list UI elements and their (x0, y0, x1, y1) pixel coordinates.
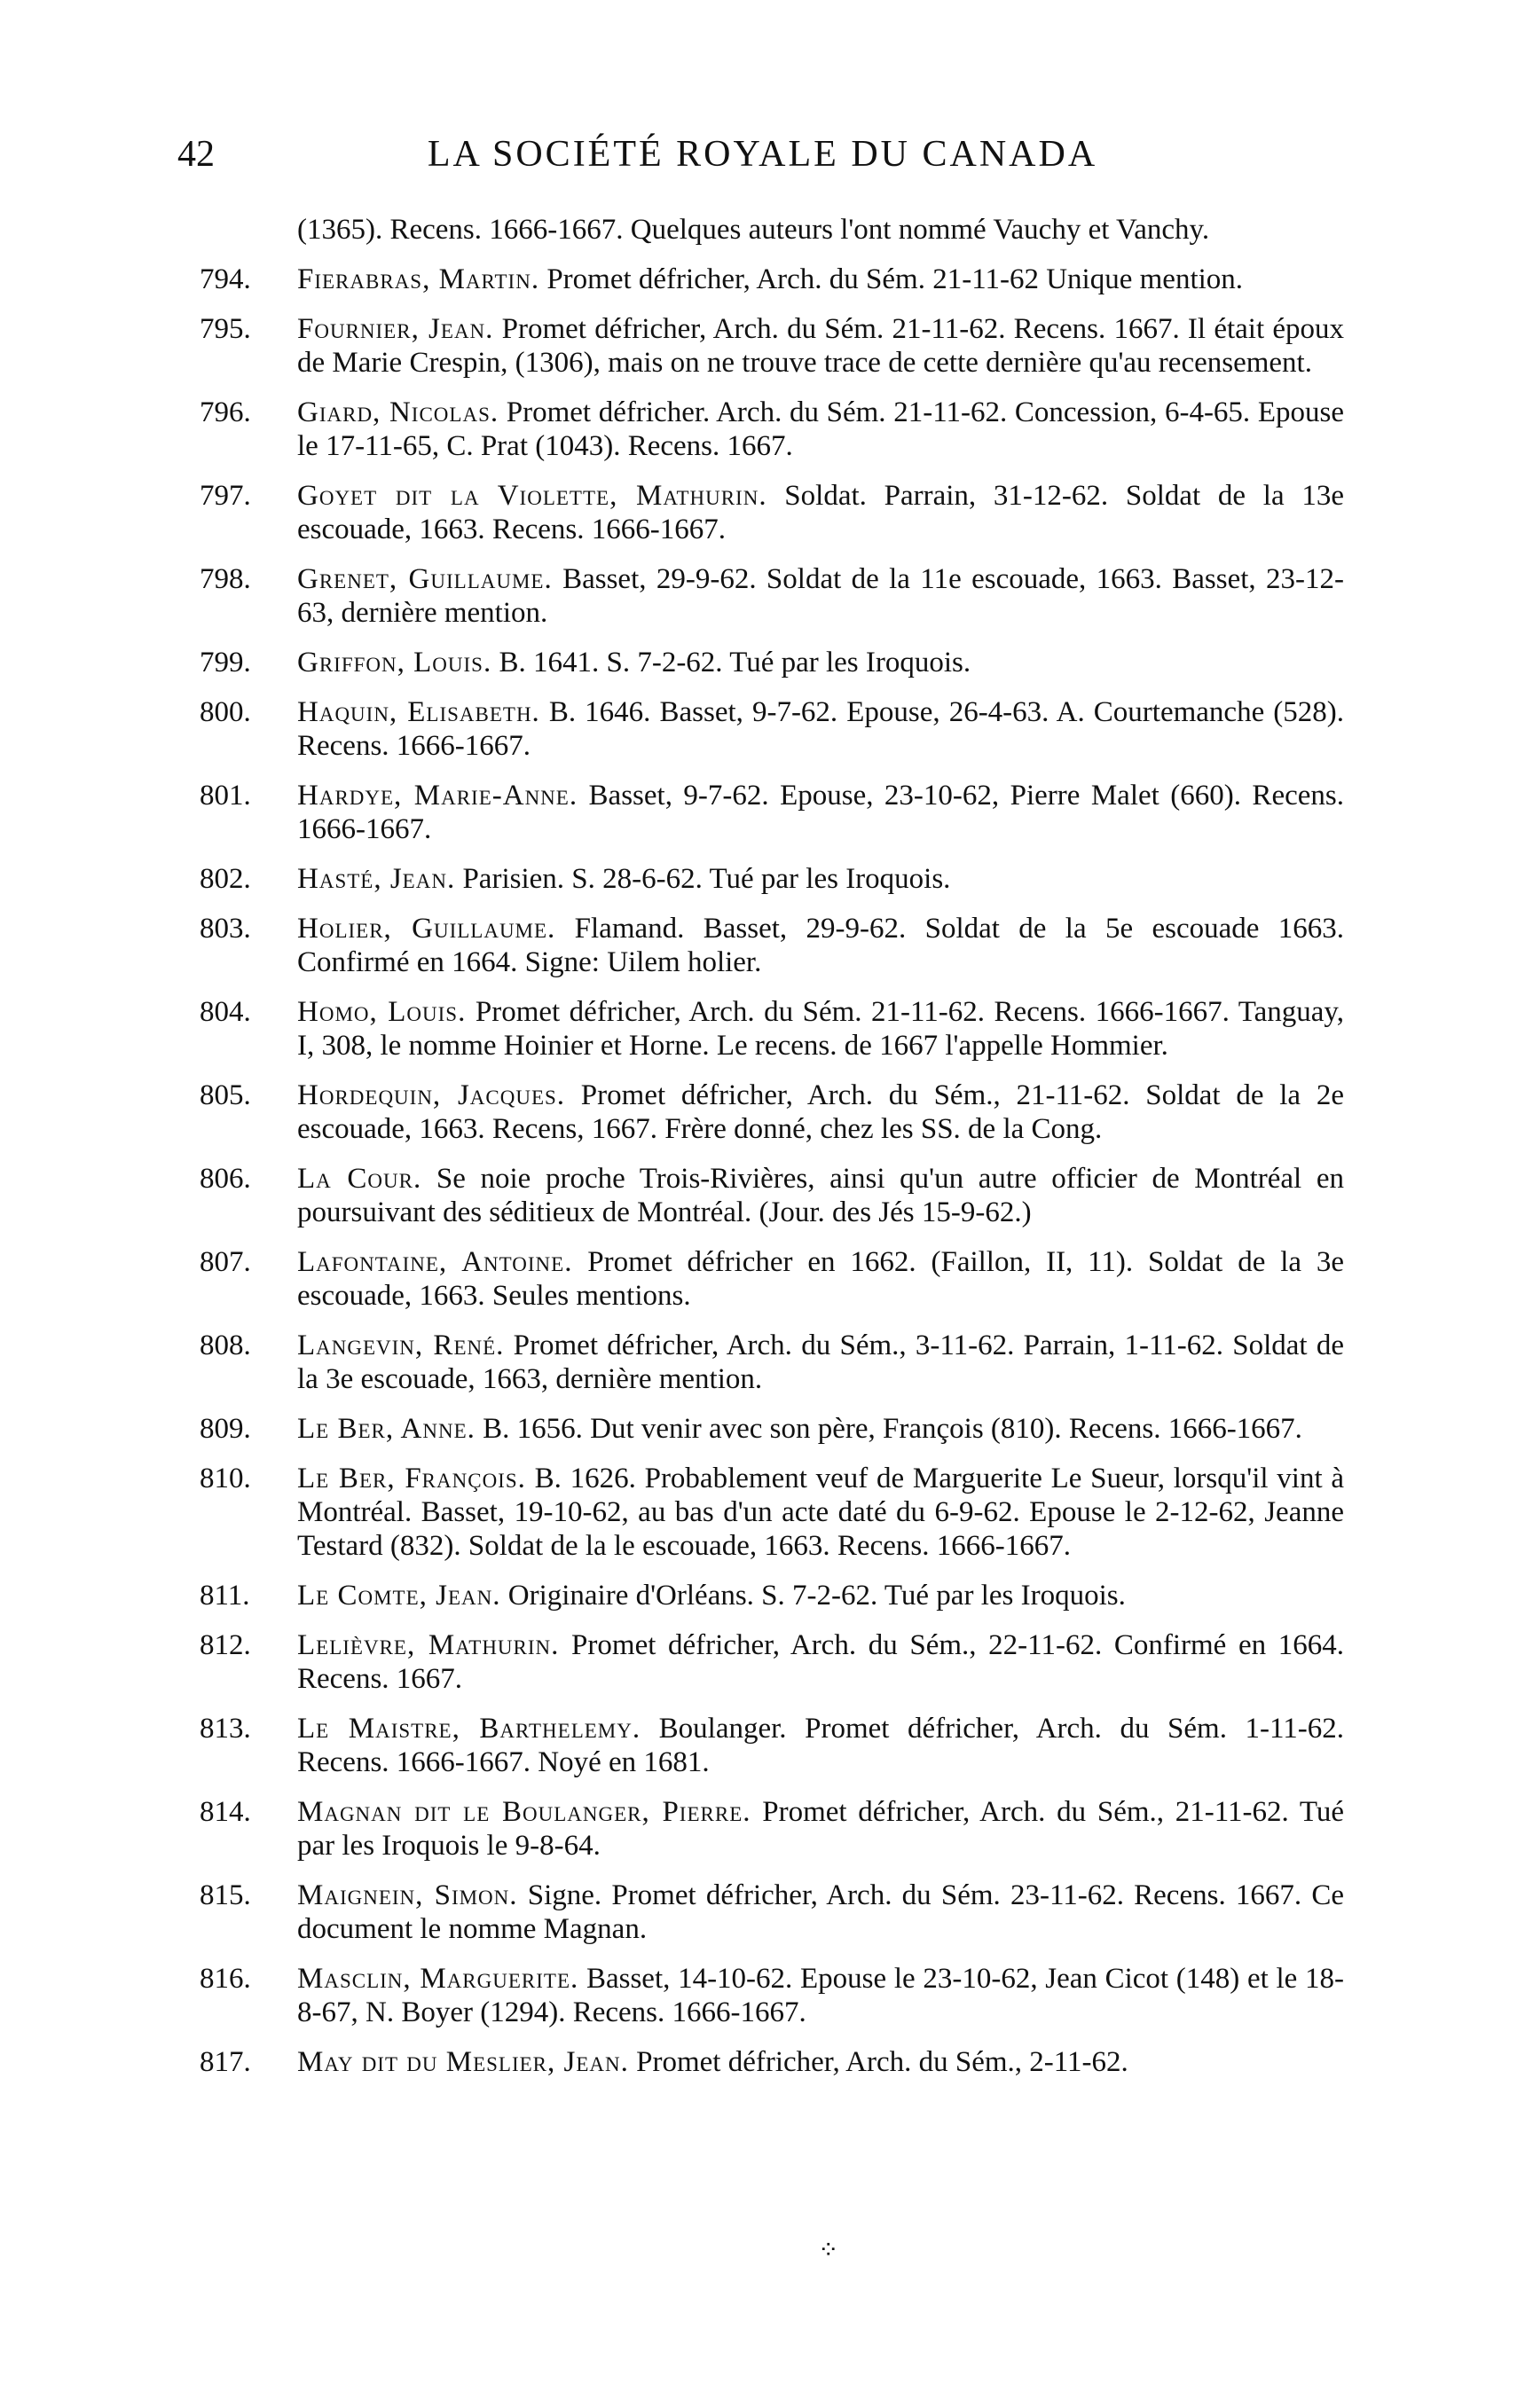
list-item (200, 1579, 1344, 1612)
entry-number: 815. (200, 1879, 251, 1911)
entry-text: B. 1646. Basset, 9-7-62. Epouse, 26-4-63. A. Courtemanche (528). Recens. 1666-1667. (297, 696, 1345, 762)
entry-text: B. 1626. Probablement veuf de Marguerite Le Sueur, lorsqu'il vint à Montréal. Basset, 19-10-62, au bas d'un acte daté du 6-9-62. Epouse le 2-12-62, Jeanne Testard (832). Soldat de la le escouade, 1663. Recens. 1666-1667. (297, 1463, 1344, 1562)
entry-name: Le Ber, François. (297, 1463, 526, 1494)
entry-name: Lafontaine, Antoine. (297, 1246, 573, 1278)
entry-name: Le Maistre, Barthelemy. (297, 1713, 641, 1745)
footer-mark: ⁘ (818, 2237, 839, 2264)
entry-number: 794. (200, 263, 251, 295)
entry-number: 797. (200, 480, 251, 512)
page-number: 42 (177, 134, 215, 175)
list-item (200, 779, 1344, 846)
entry-number: 795. (200, 313, 251, 345)
continuation-paragraph: (1365). Recens. 1666-1667. Quelques auteurs l'ont nommé Vauchy et Vanchy. (297, 214, 1210, 246)
entry-name: Hasté, Jean. (297, 863, 456, 895)
entry-name: Giard, Nicolas. (297, 396, 499, 428)
list-item (200, 562, 1344, 630)
entry-text: Promet défricher. Arch. du Sém. 21-11-62. Concession, 6-4-65. Epouse le 17-11-65, C. Prat (1043). Recens. 1667. (297, 396, 1344, 462)
entry-number: 799. (200, 647, 251, 678)
entry-number: 803. (200, 913, 251, 945)
entry-name: Fournier, Jean. (297, 313, 494, 345)
entry-name: Magnan dit le Boulanger, Pierre. (297, 1796, 751, 1828)
entry-text: Se noie proche Trois-Rivières, ainsi qu'un autre officier de Montréal en poursuivant des séditieux de Montréal. (Jour. des Jés 15-9-62.) (297, 1163, 1344, 1228)
list-item (200, 263, 1344, 296)
list-item (200, 862, 1344, 896)
entry-number: 813. (200, 1713, 251, 1745)
list-item (200, 1329, 1344, 1396)
entry-text: Parisien. S. 28-6-62. Tué par les Iroquois. (455, 863, 951, 895)
entry-name: May dit du Meslier, Jean. (297, 2046, 629, 2078)
entry-number: 800. (200, 696, 251, 728)
entry-list (200, 213, 1344, 2095)
entry-name: Griffon, Louis. (297, 647, 492, 678)
entry-name: La Cour. (297, 1163, 422, 1195)
page-title: LA SOCIÉTÉ ROYALE DU CANADA (427, 134, 1098, 175)
entry-text: Basset, 29-9-62. Soldat de la 11e escouade, 1663. Basset, 23-12-63, dernière mention. (297, 563, 1344, 629)
entry-text: Promet défricher, Arch. du Sém., 21-11-62. Soldat de la 2e escouade, 1663. Recens, 1667. Frère donné, chez les SS. de la Cong. (297, 1079, 1344, 1145)
entry-text: Promet défricher, Arch. du Sém., 2-11-62. (628, 2046, 1128, 2078)
list-item (200, 1162, 1344, 1229)
entry-text: Promet défricher, Arch. du Sém., 22-11-62. Confirmé en 1664. Recens. 1667. (297, 1629, 1344, 1695)
list-item (200, 2045, 1344, 2079)
entry-text: Promet défricher, Arch. du Sém., 3-11-62. Parrain, 1-11-62. Soldat de la 3e escouade, 1663, dernière mention. (297, 1329, 1344, 1395)
entry-number: 811. (200, 1580, 250, 1612)
entry-text: Flamand. Basset, 29-9-62. Soldat de la 5e escouade 1663. Confirmé en 1664. Signe: Uilem holier. (297, 913, 1344, 978)
entry-number: 802. (200, 863, 251, 895)
list-item (200, 1962, 1344, 2029)
entry-text: Promet défricher en 1662. (Faillon, II, 11). Soldat de la 3e escouade, 1663. Seules mentions. (297, 1246, 1344, 1312)
list-item (200, 912, 1344, 979)
entry-name: Hordequin, Jacques. (297, 1079, 566, 1111)
entry-text: Soldat. Parrain, 31-12-62. Soldat de la 13e escouade, 1663. Recens. 1666-1667. (297, 480, 1344, 545)
entry-name: Lelièvre, Mathurin. (297, 1629, 560, 1661)
list-item (200, 1079, 1344, 1146)
entry-name: Langevin, René. (297, 1329, 505, 1361)
list-item (200, 995, 1344, 1063)
list-item (200, 646, 1344, 679)
entry-name: Homo, Louis. (297, 996, 467, 1028)
list-item (200, 479, 1344, 546)
entry-number: 810. (200, 1463, 251, 1494)
entry-text: B. 1641. S. 7-2-62. Tué par les Iroquois. (491, 647, 971, 678)
entry-text: B. 1656. Dut venir avec son père, François (810). Recens. 1666-1667. (475, 1413, 1302, 1445)
entry-name: Fierabras, Martin. (297, 263, 540, 295)
entry-number: 796. (200, 396, 251, 428)
entry-number: 816. (200, 1963, 251, 1995)
list-item (200, 695, 1344, 763)
entry-name: Le Ber, Anne. (297, 1413, 476, 1445)
entry-text: Promet défricher, Arch. du Sém. 21-11-62. Recens. 1667. Il était époux de Marie Crespin, (1306), mais on ne trouve trace de cette dernière qu'au recensement. (297, 313, 1344, 379)
entry-number: 805. (200, 1079, 251, 1111)
entry-number: 798. (200, 563, 251, 595)
list-item (200, 1412, 1344, 1446)
entry-name: Le Comte, Jean. (297, 1580, 501, 1612)
entry-text: Promet défricher, Arch. du Sém. 21-11-62. Recens. 1666-1667. Tanguay, I, 308, le nomme Hoinier et Horne. Le recens. de 1667 l'appelle Hommier. (297, 996, 1344, 1062)
list-item (200, 1628, 1344, 1696)
entry-name: Haquin, Elisabeth. (297, 696, 540, 728)
entry-name: Maignein, Simon. (297, 1879, 518, 1911)
running-head (177, 133, 1348, 195)
entry-number: 804. (200, 996, 251, 1028)
list-item (200, 1245, 1344, 1313)
entry-text: Signe. Promet défricher, Arch. du Sém. 23-11-62. Recens. 1667. Ce document le nomme Magnan. (297, 1879, 1344, 1945)
list-item (200, 396, 1344, 463)
list-item (200, 1462, 1344, 1563)
entry-number: 809. (200, 1413, 251, 1445)
entry-number: 817. (200, 2046, 251, 2078)
entry-number: 806. (200, 1163, 251, 1195)
list-item (200, 1795, 1344, 1863)
entry-text: Promet défricher, Arch. du Sém. 21-11-62 Unique mention. (539, 263, 1244, 295)
entry-number: 812. (200, 1629, 251, 1661)
entry-name: Grenet, Guillaume. (297, 563, 553, 595)
entry-number: 807. (200, 1246, 251, 1278)
entry-text: Basset, 9-7-62. Epouse, 23-10-62, Pierre Malet (660). Recens. 1666-1667. (297, 780, 1344, 845)
entry-text: Boulanger. Promet défricher, Arch. du Sém. 1-11-62. Recens. 1666-1667. Noyé en 1681. (297, 1713, 1345, 1778)
entry-number: 808. (200, 1329, 251, 1361)
list-item (200, 312, 1344, 380)
entry-text: Basset, 14-10-62. Epouse le 23-10-62, Jean Cicot (148) et le 18-8-67, N. Boyer (1294). Recens. 1666-1667. (297, 1963, 1344, 2028)
entry-text: Promet défricher, Arch. du Sém., 21-11-62. Tué par les Iroquois le 9-8-64. (297, 1796, 1345, 1862)
entry-number: 814. (200, 1796, 251, 1828)
entry-text: Originaire d'Orléans. S. 7-2-62. Tué par les Iroquois. (500, 1580, 1126, 1612)
entry-name: Hardye, Marie-Anne. (297, 780, 578, 812)
entry-number: 801. (200, 780, 251, 812)
entry-name: Holier, Guillaume. (297, 913, 556, 945)
entry-name: Masclin, Marguerite. (297, 1963, 579, 1995)
list-item (200, 1879, 1344, 1946)
entry-name: Goyet dit la Violette, Mathurin. (297, 480, 767, 512)
list-item (200, 1712, 1344, 1779)
